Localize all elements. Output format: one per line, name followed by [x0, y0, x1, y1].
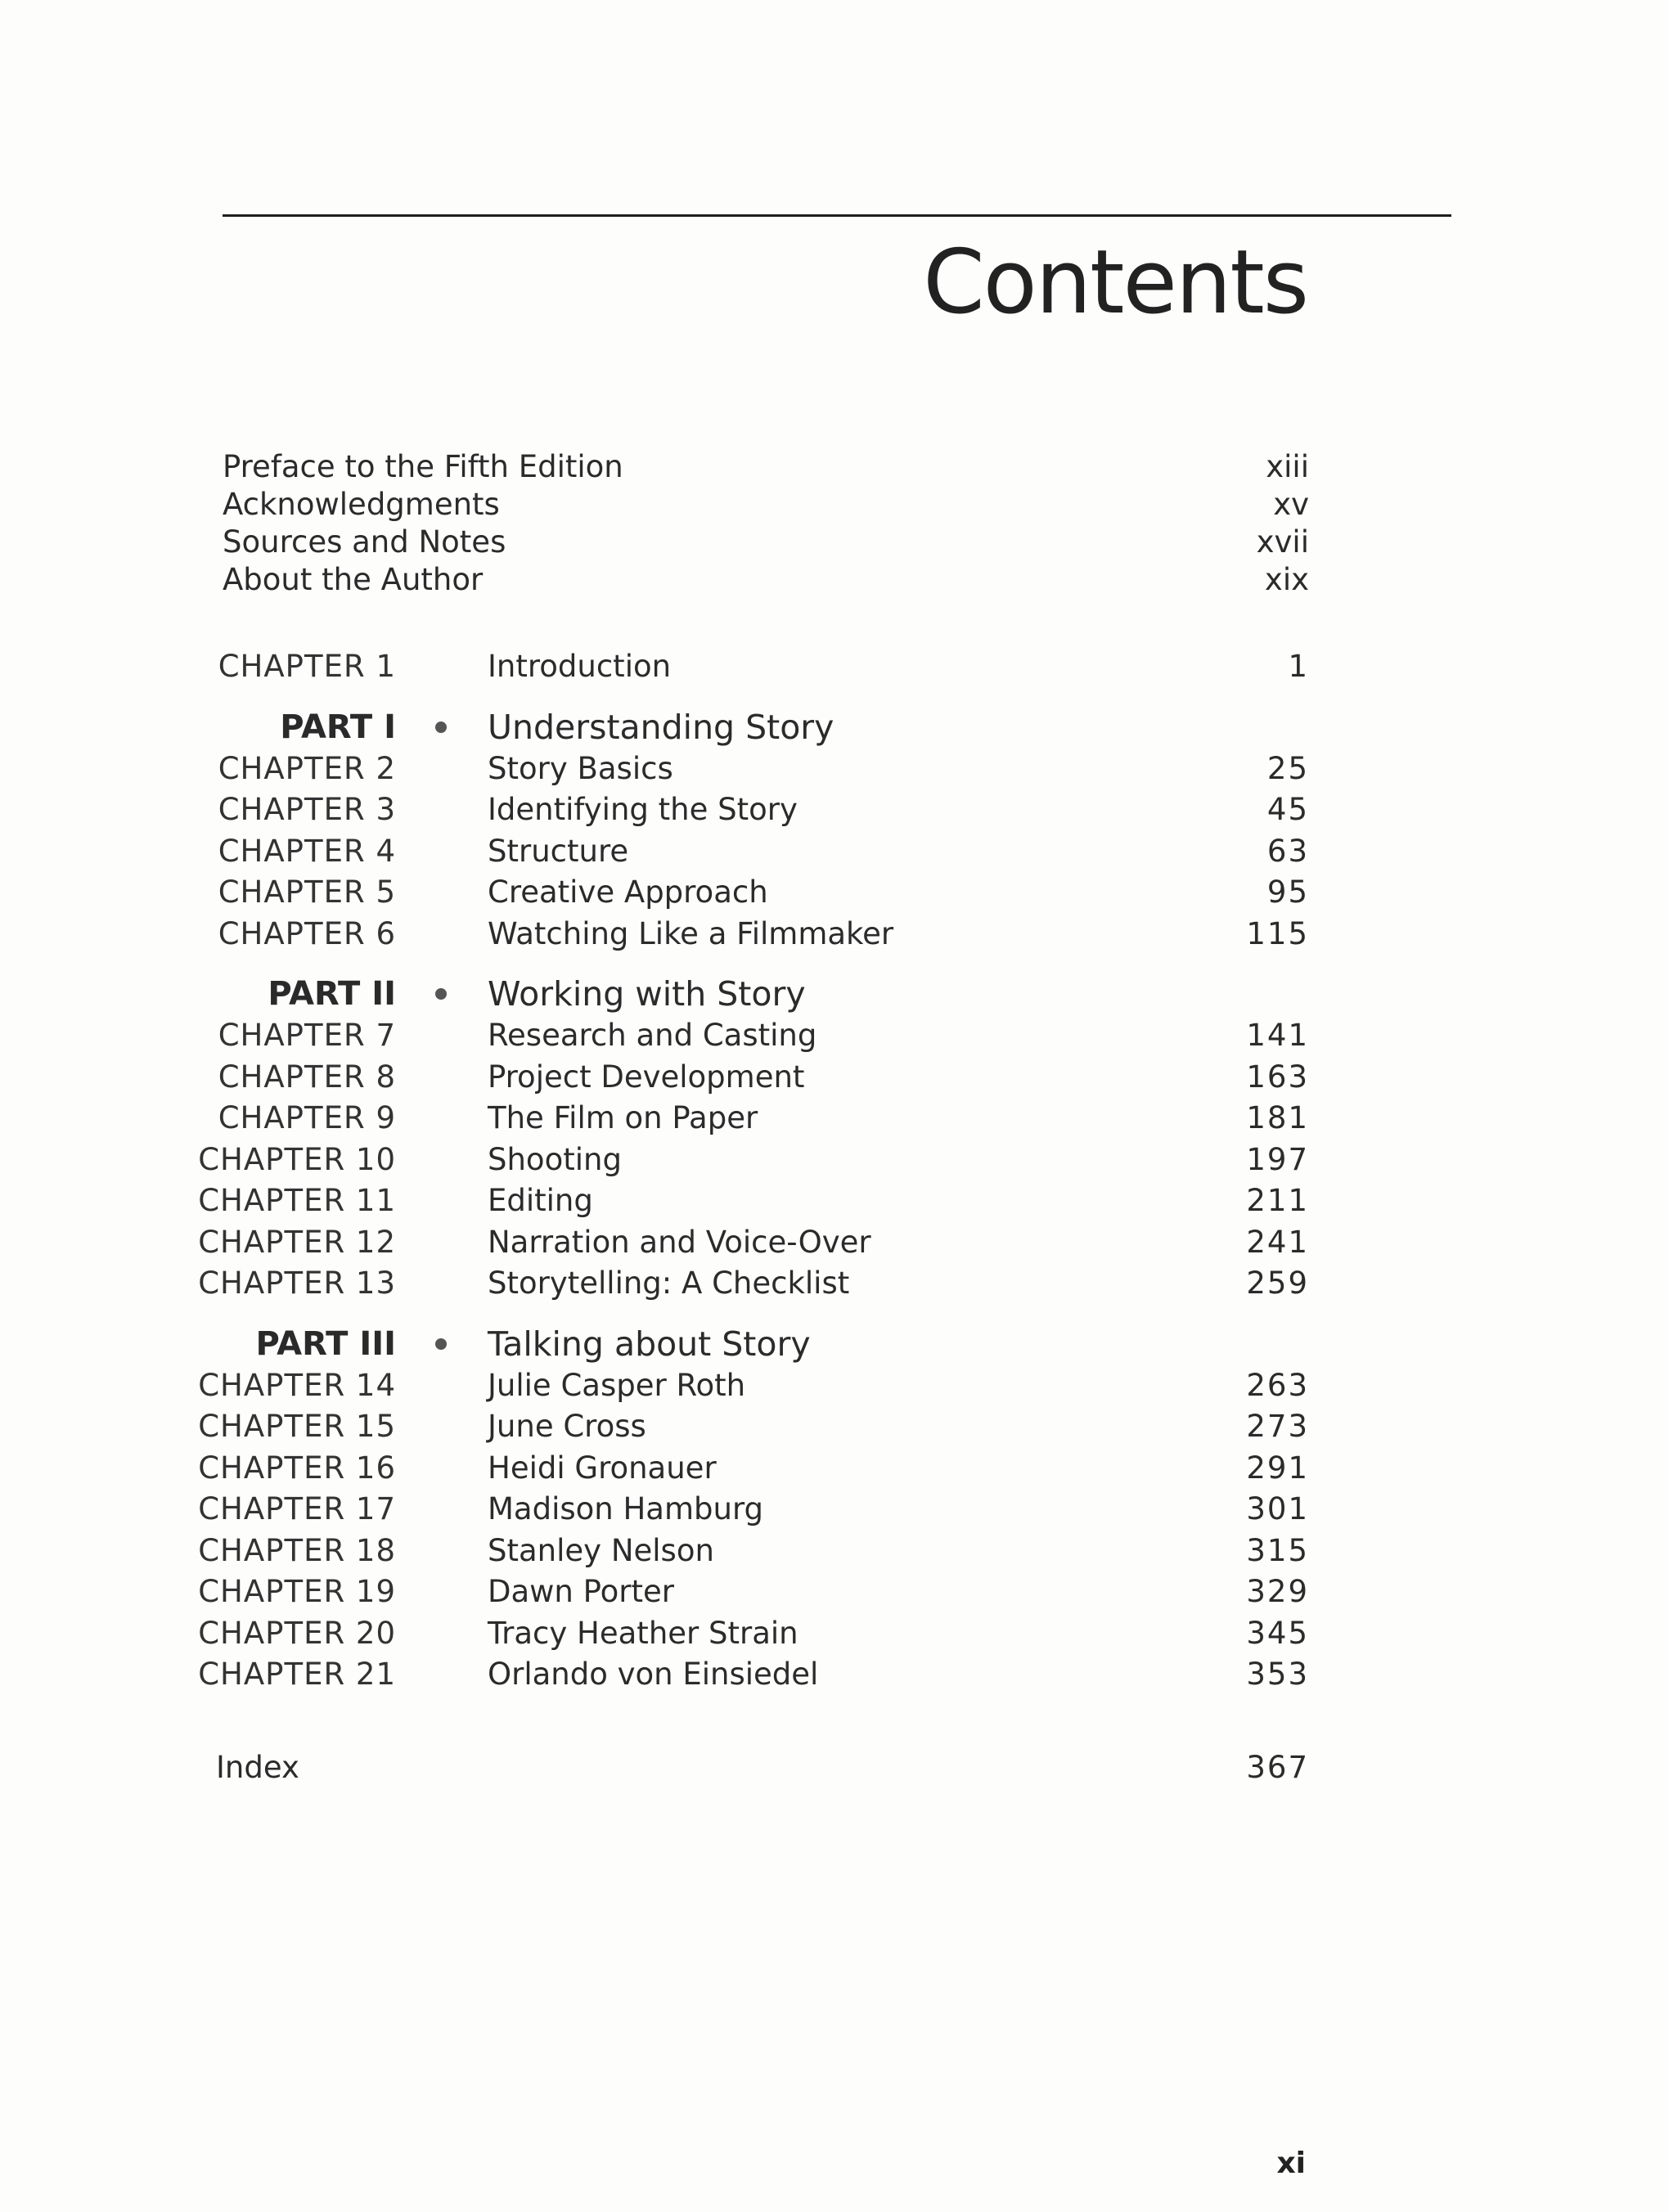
table-of-contents — [0, 646, 1669, 1696]
chapter-entry-16[interactable] — [0, 1448, 1669, 1490]
chapter-entry-14[interactable] — [0, 1365, 1669, 1407]
chapter-entry-12[interactable] — [0, 1222, 1669, 1264]
page-number: xi — [1276, 2147, 1306, 2180]
chapter-entry-15[interactable] — [0, 1406, 1669, 1448]
index-page: 367 — [1246, 1750, 1309, 1785]
chapter-page: 1 — [1288, 649, 1309, 684]
chapter-title: Creative Approach — [488, 874, 768, 910]
chapter-title: June Cross — [488, 1409, 646, 1444]
chapter-page: 353 — [1246, 1657, 1309, 1692]
chapter-label: CHAPTER 4 — [218, 833, 396, 869]
chapter-label: CHAPTER 1 — [218, 649, 396, 684]
chapter-entry-4[interactable] — [0, 831, 1669, 873]
chapter-entry-2[interactable] — [0, 749, 1669, 790]
chapter-page: 95 — [1266, 874, 1309, 910]
chapter-title: Tracy Heather Strain — [488, 1615, 799, 1651]
front-matter-title: Sources and Notes — [223, 524, 506, 560]
chapter-page: 25 — [1266, 750, 1309, 786]
chapter-page: 45 — [1266, 792, 1309, 827]
chapter-label: CHAPTER 10 — [198, 1141, 396, 1177]
chapter-title: Structure — [488, 833, 629, 869]
front-matter-title: Preface to the Fifth Edition — [223, 449, 623, 484]
chapter-label: CHAPTER 6 — [218, 915, 396, 951]
front-matter-title: About the Author — [223, 562, 484, 597]
chapter-page: 181 — [1246, 1100, 1309, 1135]
front-matter-item[interactable] — [223, 524, 1309, 561]
part-heading-3[interactable] — [0, 1323, 1669, 1365]
chapter-label: CHAPTER 2 — [218, 750, 396, 786]
chapter-page: 63 — [1266, 833, 1309, 869]
chapter-label: CHAPTER 20 — [198, 1615, 396, 1651]
front-matter-page: xvii — [1256, 524, 1309, 560]
chapter-title: Introduction — [488, 649, 672, 684]
chapter-page: 263 — [1246, 1367, 1309, 1403]
chapter-title: Orlando von Einsiedel — [488, 1657, 819, 1692]
chapter-page: 273 — [1246, 1409, 1309, 1444]
chapter-label: CHAPTER 13 — [198, 1266, 396, 1301]
chapter-label: CHAPTER 19 — [198, 1574, 396, 1609]
chapter-entry-6[interactable] — [0, 914, 1669, 955]
front-matter-page: xix — [1264, 562, 1309, 597]
front-matter-item[interactable] — [223, 448, 1309, 486]
chapter-entry-1[interactable] — [0, 646, 1669, 688]
part-heading-1[interactable] — [0, 706, 1669, 749]
chapter-title: Identifying the Story — [488, 792, 798, 827]
chapter-entry-20[interactable] — [0, 1613, 1669, 1655]
chapter-title: Project Development — [488, 1059, 805, 1095]
chapter-title: The Film on Paper — [488, 1100, 758, 1135]
front-matter-list — [223, 448, 1309, 599]
chapter-title: Heidi Gronauer — [488, 1450, 717, 1486]
front-matter-item[interactable] — [223, 561, 1309, 599]
front-matter-page: xv — [1273, 487, 1309, 522]
chapter-title: Research and Casting — [488, 1018, 817, 1053]
top-rule — [223, 214, 1451, 217]
chapter-label: CHAPTER 16 — [198, 1450, 396, 1486]
chapter-label: CHAPTER 9 — [218, 1100, 396, 1135]
chapter-page: 301 — [1246, 1491, 1309, 1526]
chapter-title: Madison Hamburg — [488, 1491, 764, 1526]
chapter-label: CHAPTER 12 — [198, 1224, 396, 1260]
chapter-page: 259 — [1246, 1266, 1309, 1301]
part-title: Talking about Story — [488, 1324, 811, 1364]
chapter-page: 345 — [1246, 1615, 1309, 1651]
part-label: PART II — [268, 975, 396, 1013]
index-title: Index — [216, 1750, 299, 1785]
chapter-entry-13[interactable] — [0, 1263, 1669, 1305]
page-title: Contents — [923, 232, 1307, 334]
chapter-entry-21[interactable] — [0, 1654, 1669, 1696]
chapter-title: Watching Like a Filmmaker — [488, 915, 894, 951]
chapter-page: 141 — [1246, 1018, 1309, 1053]
chapter-label: CHAPTER 21 — [198, 1657, 396, 1692]
chapter-entry-7[interactable] — [0, 1015, 1669, 1057]
chapter-entry-11[interactable] — [0, 1180, 1669, 1222]
chapter-title: Dawn Porter — [488, 1574, 674, 1609]
chapter-entry-10[interactable] — [0, 1140, 1669, 1181]
chapter-entry-17[interactable] — [0, 1489, 1669, 1531]
part-label: PART I — [280, 708, 396, 746]
chapter-page: 163 — [1246, 1059, 1309, 1095]
chapter-title: Julie Casper Roth — [488, 1367, 746, 1403]
chapter-entry-19[interactable] — [0, 1571, 1669, 1613]
chapter-entry-3[interactable] — [0, 789, 1669, 831]
chapter-label: CHAPTER 8 — [218, 1059, 396, 1095]
chapter-title: Shooting — [488, 1141, 622, 1177]
chapter-label: CHAPTER 7 — [218, 1018, 396, 1053]
part-title: Working with Story — [488, 974, 806, 1014]
chapter-page: 241 — [1246, 1224, 1309, 1260]
chapter-title: Stanley Nelson — [488, 1532, 714, 1568]
chapter-label: CHAPTER 18 — [198, 1532, 396, 1568]
chapter-label: CHAPTER 14 — [198, 1367, 396, 1403]
chapter-page: 115 — [1246, 915, 1309, 951]
chapter-page: 329 — [1246, 1574, 1309, 1609]
chapter-title: Editing — [488, 1183, 593, 1218]
chapter-title: Story Basics — [488, 750, 673, 786]
part-heading-2[interactable] — [0, 973, 1669, 1015]
chapter-entry-5[interactable] — [0, 872, 1669, 914]
chapter-page: 211 — [1246, 1183, 1309, 1218]
bullet-icon — [435, 722, 447, 733]
chapter-title: Narration and Voice-Over — [488, 1224, 871, 1260]
chapter-page: 291 — [1246, 1450, 1309, 1486]
part-title: Understanding Story — [488, 707, 834, 747]
chapter-page: 315 — [1246, 1532, 1309, 1568]
chapter-label: CHAPTER 17 — [198, 1491, 396, 1526]
part-label: PART III — [255, 1324, 396, 1363]
chapter-page: 197 — [1246, 1141, 1309, 1177]
bullet-icon — [435, 988, 447, 1000]
index-entry[interactable] — [216, 1747, 1309, 1788]
chapter-entry-18[interactable] — [0, 1531, 1669, 1572]
chapter-label: CHAPTER 5 — [218, 874, 396, 910]
bullet-icon — [435, 1338, 447, 1350]
chapter-entry-9[interactable] — [0, 1098, 1669, 1140]
front-matter-page: xiii — [1266, 449, 1309, 484]
front-matter-item[interactable] — [223, 486, 1309, 524]
chapter-title: Storytelling: A Checklist — [488, 1266, 850, 1301]
chapter-entry-8[interactable] — [0, 1057, 1669, 1099]
chapter-label: CHAPTER 15 — [198, 1409, 396, 1444]
chapter-label: CHAPTER 3 — [218, 792, 396, 827]
front-matter-title: Acknowledgments — [223, 487, 500, 522]
chapter-label: CHAPTER 11 — [198, 1183, 396, 1218]
